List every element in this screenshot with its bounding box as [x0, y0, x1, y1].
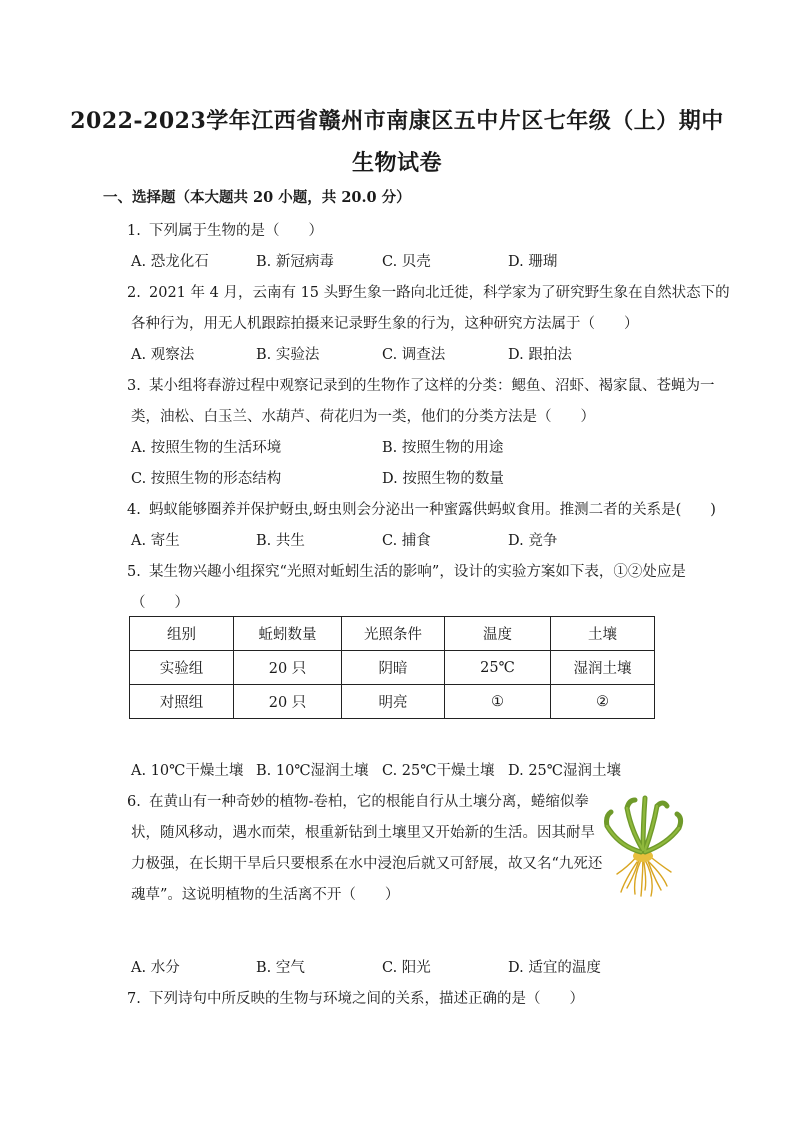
table-row — [130, 651, 655, 685]
exam-subtitle: 生物试卷 — [351, 150, 442, 176]
q2-option-d: D. 跟拍法 — [508, 347, 572, 363]
table-row — [130, 685, 655, 719]
table-header-cell: 土壤 — [551, 617, 655, 651]
table-cell: 实验组 — [130, 651, 234, 685]
q2-option-b: B. 实验法 — [256, 347, 320, 363]
q4-option-b: B. 共生 — [256, 533, 305, 549]
table-header-cell: 蚯蚓数量 — [234, 617, 342, 651]
question-7: 7. 下列诗句中所反映的生物与环境之间的关系，描述正确的是（ ） — [127, 991, 584, 1007]
question-6-line-4: 魂草”。这说明植物的生活离不开（ ） — [131, 887, 400, 903]
table-cell: ② — [551, 685, 655, 719]
q2-option-c: C. 调查法 — [382, 347, 446, 363]
q6-option-c: C. 阳光 — [382, 960, 431, 976]
table-header-cell: 光照条件 — [342, 617, 445, 651]
q5-option-d: D. 25℃湿润土壤 — [508, 763, 621, 779]
table-cell: 20 只 — [234, 685, 342, 719]
question-3-line-2: 类，油松、白玉兰、水葫芦、荷花归为一类，他们的分类方法是（ ） — [131, 409, 595, 425]
q3-option-b: B. 按照生物的用途 — [382, 440, 504, 456]
question-4: 4. 蚂蚁能够圈养并保护蚜虫,蚜虫则会分泌出一种蜜露供蚂蚁食用。推测二者的关系是( ) — [127, 502, 716, 518]
q4-option-c: C. 捕食 — [382, 533, 431, 549]
question-5: 5. 某生物兴趣小组探究“光照对蚯蚓生活的影响”，设计的实验方案如下表，①②处应是 — [127, 564, 686, 580]
q3-option-a: A. 按照生物的生活环境 — [131, 440, 282, 456]
q5-option-c: C. 25℃干燥土壤 — [382, 763, 495, 779]
q3-option-d: D. 按照生物的数量 — [382, 471, 504, 487]
experiment-table — [129, 616, 655, 719]
exam-title: 2022-2023学年江西省赣州市南康区五中片区七年级（上）期中 — [70, 108, 724, 134]
q1-option-a: A. 恐龙化石 — [131, 254, 209, 270]
question-3: 3. 某小组将春游过程中观察记录到的生物作了这样的分类：鳃鱼、沼虾、褐家鼠、苍蝇为一 — [127, 378, 715, 394]
question-5-line-2: （ ） — [131, 595, 189, 611]
question-6-line-2: 状，随风移动，遇水而荣，根重新钻到土壤里又开始新的生活。因其耐旱 — [131, 825, 595, 841]
q6-option-b: B. 空气 — [256, 960, 305, 976]
question-6: 6. 在黄山有一种奇妙的植物-卷柏，它的根能自行从土壤分离，蜷缩似拳 — [127, 794, 589, 810]
question-2-line-2: 各种行为，用无人机跟踪拍摄来记录野生象的行为，这种研究方法属于（ ） — [131, 316, 639, 332]
table-cell: ① — [445, 685, 551, 719]
q6-option-d: D. 适宜的温度 — [508, 960, 601, 976]
q3-option-c: C. 按照生物的形态结构 — [131, 471, 282, 487]
question-6-line-3: 力极强，在长期干旱后只要根系在水中浸泡后就又可舒展，故又名“九死还 — [131, 856, 603, 872]
table-cell: 对照组 — [130, 685, 234, 719]
table-cell: 25℃ — [445, 651, 551, 685]
table-header-cell: 组别 — [130, 617, 234, 651]
q1-option-c: C. 贝壳 — [382, 254, 431, 270]
q1-option-d: D. 珊瑚 — [508, 254, 558, 270]
q5-option-b: B. 10℃湿润土壤 — [256, 763, 369, 779]
q1-option-b: B. 新冠病毒 — [256, 254, 334, 270]
table-cell: 明亮 — [342, 685, 445, 719]
table-cell: 阴暗 — [342, 651, 445, 685]
table-cell: 湿润土壤 — [551, 651, 655, 685]
table-cell: 20 只 — [234, 651, 342, 685]
question-2: 2. 2021 年 4 月，云南有 15 头野生象一路向北迁徙，科学家为了研究野生象在自然状态下的 — [127, 285, 730, 301]
q2-option-a: A. 观察法 — [131, 347, 195, 363]
q6-option-a: A. 水分 — [131, 960, 180, 976]
selaginella-plant-image — [597, 790, 689, 900]
section-heading: 一、选择题（本大题共 20 小题，共 20.0 分） — [103, 189, 411, 206]
q4-option-d: D. 竞争 — [508, 533, 558, 549]
q5-option-a: A. 10℃干燥土壤 — [131, 763, 244, 779]
table-header-cell: 温度 — [445, 617, 551, 651]
question-1: 1. 下列属于生物的是（ ） — [127, 223, 323, 239]
table-header-row — [130, 617, 655, 651]
q4-option-a: A. 寄生 — [131, 533, 180, 549]
